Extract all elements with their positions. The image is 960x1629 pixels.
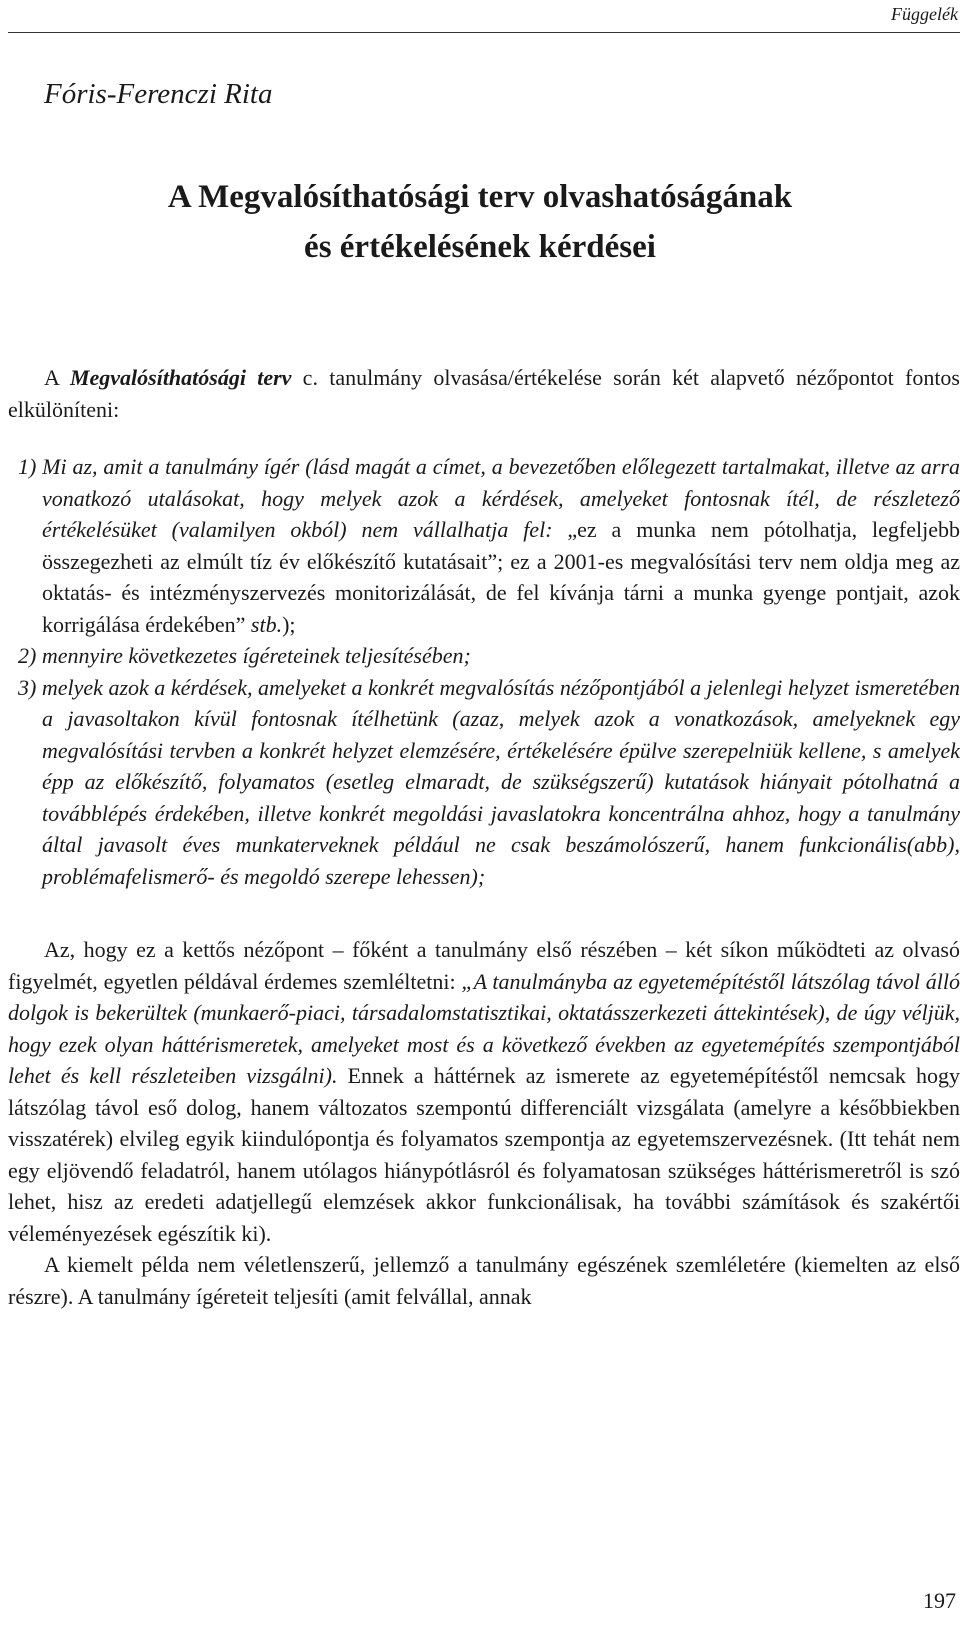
title-line-2: és értékelésének kérdései [304,229,656,265]
section-label: Függelék [891,4,958,24]
intro-paragraph: A Megvalósíthatósági terv c. tanulmány olvasása/értékelése során két alapvető nézőpontot fontos elkülöníteni: [8,365,960,422]
list-item-2: 2) mennyire következetes ígéreteinek teljesítésében; [18,643,471,668]
paragraph-3: A kiemelt példa nem véletlenszerű, jellemző a tanulmány egészének szemléletére (kiemelten az első részre). A tanulmány ígéreteit teljesíti (amit felvállal, annak [8,1252,960,1309]
title-line-1: A Megvalósíthatósági terv olvashatóságának [167,179,793,215]
page-number: 197 [923,1588,956,1613]
example-quote: „A tanulmányba az egyetemépítéstől látszólag távol álló dolgok is bekerültek (munkaerő-piaci, társadalomstatisztikai, oktatásszerkezeti áttekintések), de úgy véljük, hogy ezek olyan háttérismeretek, amelyeket most és a következő években az egyetemépítés szempontjából lehet és kell részleteiben vizsgálni). [8,968,960,1088]
intro-emphasis: Megvalósíthatósági terv [69,365,292,390]
author-name: Fóris-Ferenczi Rita [44,78,273,110]
running-header [8,0,960,33]
list-item-3: 3) melyek azok a kérdések, amelyeket a konkrét megvalósítás nézőpontjából a jelenlegi helyzet ismeretében a javasoltakon kívül fontosnak ítélhetünk (azaz, melyek azok a vonatkozások, amelyeknek egy megvalósítási tervben a konkrét helyzet elemzésére, értékelésére épülve szerepelniük kellene, s amelyek épp az előkészítő, folyamatos (esetleg elmaradt, de szükségszerű) kutatások hiányait pótolhatná a továbblépés érdekében, illetve konkrét megoldási javaslatokra koncentrálna ahhoz, hogy a tanulmány által javasolt éves munkaterveknek például ne csak beszámolószerű, hanem funkcionális(abb), problémafelismerő- és megoldó szerepe lehessen); [18,674,960,889]
article-title [0,172,960,272]
list-item-1: 1) Mi az, amit a tanulmány ígér (lásd magát a címet, a bevezetőben előlegezett tartalmakat, illetve az arra vonatkozó utalásokat, hogy melyek azok a kérdések, amelyeket fontosnak ítél, de részletező értékelésüket (valamilyen okból) nem vállalhatja fel: „ez a munka nem pótolhatja, legfeljebb összegezheti az elmúlt tíz év előkészítő kutatásait”; ez a 2001-es megvalósítási terv nem oldja meg az oktatás- és intézményszervezés monitorizálását, de fel kívánja tárni a munka gyenge pontjait, azok korrigálása érdekében” stb.); [18,454,960,637]
paragraph-2: Az, hogy ez a kettős nézőpont – főként a tanulmány első részében – két síkon működteti az olvasó figyelmét, egyetlen példával érdemes szemléltetni: „A tanulmányba az egyetemépítéstől látszólag távol álló dolgok is bekerültek (munkaerő-piaci, társadalomstatisztikai, oktatásszerkezeti áttekintések), de úgy véljük, hogy ezek olyan háttérismeretek, amelyeket most és a következő években az egyetemépítés szempontjából lehet és kell részleteiben vizsgálni). Ennek a háttérnek az ismerete az egyetemépítéstől nemcsak hogy látszólag távol eső dolog, hanem változatos szempontú differenciált vizsgálata (amelyre a későbbiekben visszatérek) elvileg egyik kiindulópontja és folyamatos szempontja az egyetemszervezésnek. (Itt tehát nem egy eljövendő feladatról, hanem utólagos hiánypótlásról és folyamatosan szükséges háttérismeretről is szó lehet, hisz az eredeti adatjellegű elemzések akkor funkcionálisak, ha további számítások és szakértői véleményezések egészítik ki). [8,937,960,1246]
article-body [8,362,960,1312]
